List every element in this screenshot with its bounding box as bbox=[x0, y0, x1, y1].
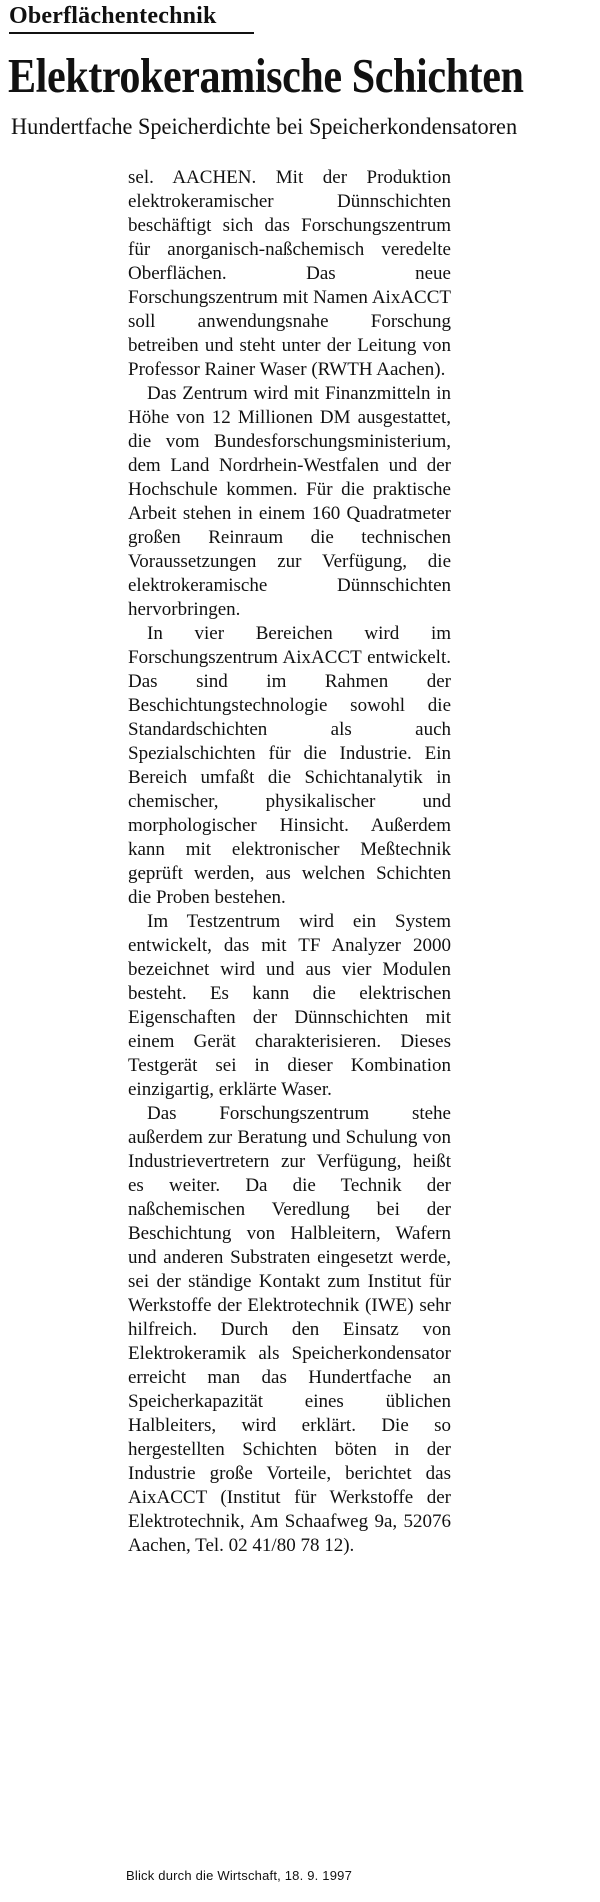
article-paragraph-2: Das Zentrum wird mit Finanzmitteln in Höhe von 12 Millionen DM ausgestattet, die vom Bundesforschungsministerium, dem Land Nordrhein-Westfalen und der Hochschule kommen. Für die praktische Arbeit stehen in einem 160 Quadratmeter großen Reinraum die technischen Voraussetzungen zur Verfügung, die elektrokeramische Dünnschichten hervorbringen. bbox=[128, 383, 451, 620]
source-credit: Blick durch die Wirtschaft, 18. 9. 1997 bbox=[126, 1868, 353, 1883]
article-paragraph-5: Das Forschungszentrum stehe außerdem zur Beratung und Schulung von Industrievertretern zur Verfügung, heißt es weiter. Da die Technik der naßchemischen Veredlung bei der Beschichtung von Halbleitern, Wafern und anderen Substraten eingesetzt werde, sei der ständige Kontakt zum Institut für Werkstoffe der Elektrotechnik (IWE) sehr hilfreich. Durch den Einsatz von Elektrokeramik als Speicherkondensator erreicht man das Hundertfache an Speicherkapazität eines üblichen Halbleiters, wird erklärt. Die so hergestellten Schichten böten in der Industrie große Vorteile, berichtet das AixACCT (Institut für Werkstoffe der Elektrotechnik, Am Schaafweg 9a, 52076 Aachen, Tel. 02 41/80 78 12). bbox=[128, 1103, 451, 1556]
section-rule bbox=[9, 32, 254, 34]
article-subheadline: Hundertfache Speicherdichte bei Speicherkondensatoren bbox=[11, 114, 518, 139]
section-label: Oberflächentechnik bbox=[9, 3, 217, 29]
article-paragraph-3: In vier Bereichen wird im Forschungszentrum AixACCT entwickelt. Das sind im Rahmen der Beschichtungstechnologie sowohl die Standardschichten als auch Spezialschichten für die Industrie. Ein Bereich umfaßt die Schichtanalytik in chemischer, physikalischer und morphologischer Hinsicht. Außerdem kann mit elektronischer Meßtechnik geprüft werden, aus welchen Schichten die Proben bestehen. bbox=[128, 623, 451, 908]
article-paragraph-1: sel. AACHEN. Mit der Produktion elektrokeramischer Dünnschichten beschäftigt sich das Forschungszentrum für anorganisch-naßchemisch veredelte Oberflächen. Das neue Forschungszentrum mit Namen AixACCT soll anwendungsnahe Forschung betreiben und steht unter der Leitung von Professor Rainer Waser (RWTH Aachen). bbox=[128, 167, 451, 380]
article-headline: Elektrokeramische Schichten bbox=[8, 48, 524, 103]
article-paragraph-4: Im Testzentrum wird ein System entwickelt, das mit TF Analyzer 2000 bezeichnet wird und aus vier Modulen besteht. Es kann die elektrischen Eigenschaften der Dünnschichten mit einem Gerät charakterisieren. Dieses Testgerät sei in dieser Kombination einzigartig, erklärte Waser. bbox=[128, 911, 451, 1100]
article-body bbox=[128, 166, 451, 1558]
